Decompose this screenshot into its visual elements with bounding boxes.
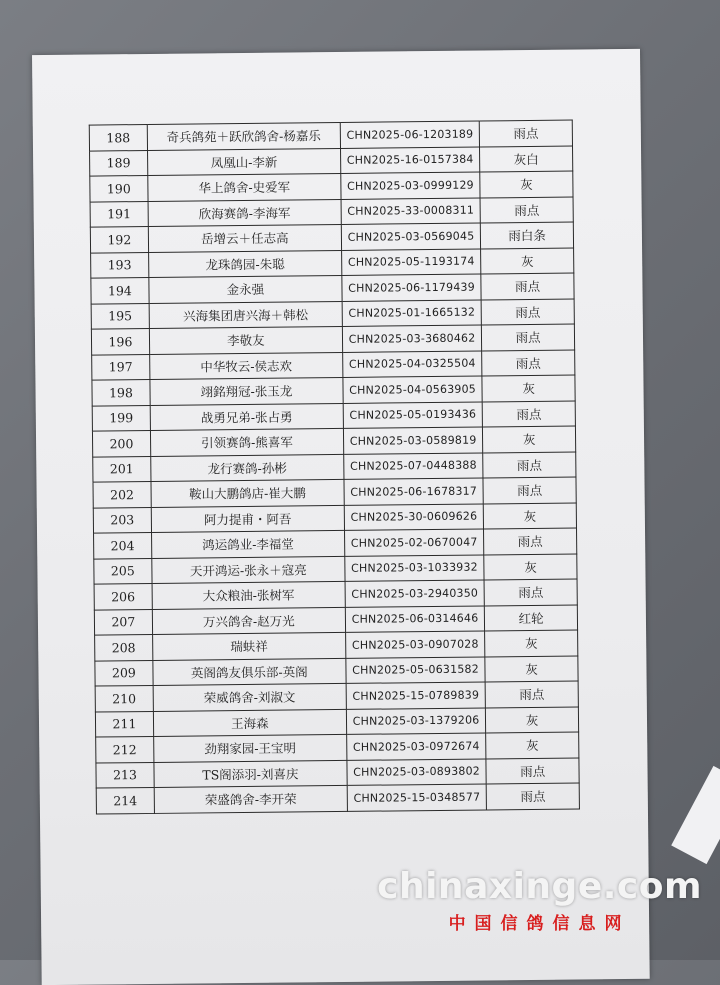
- row-number: 214: [96, 787, 154, 813]
- row-number: 207: [94, 609, 152, 635]
- feather-color: 雨点: [481, 299, 574, 325]
- ring-number: CHN2025-06-0314646: [345, 605, 485, 632]
- feather-color: 灰: [480, 171, 573, 197]
- feather-color: 雨白条: [481, 222, 574, 248]
- feather-color: 灰: [486, 706, 579, 732]
- ring-number: CHN2025-05-0193436: [343, 401, 483, 428]
- ring-number: CHN2025-03-0907028: [346, 631, 486, 658]
- loft-name: 引领赛鸽-熊喜军: [150, 428, 343, 456]
- ring-number: CHN2025-30-0609626: [344, 503, 484, 530]
- feather-color: 灰: [485, 656, 578, 682]
- loft-name: 天开鸿运-张永＋寇亮: [152, 556, 345, 584]
- loft-name: 瑞蚨祥: [152, 632, 345, 660]
- ring-number: CHN2025-04-0325504: [343, 350, 483, 377]
- loft-name: 阿力提甫・阿吾: [151, 505, 344, 533]
- ring-number: CHN2025-33-0008311: [341, 197, 481, 224]
- row-number: 195: [91, 303, 149, 329]
- feather-color: 雨点: [485, 681, 578, 707]
- row-number: 213: [96, 762, 154, 788]
- ring-number: CHN2025-03-0893802: [347, 758, 487, 785]
- loft-name: 荣盛鸽舍-李开荣: [154, 785, 347, 813]
- ring-number: CHN2025-03-3680462: [342, 325, 482, 352]
- ring-number: CHN2025-03-0569045: [341, 223, 481, 250]
- loft-name: 龙珠鸽园-朱聪: [148, 250, 341, 278]
- feather-color: 雨点: [486, 783, 579, 809]
- feather-color: 雨点: [480, 197, 573, 223]
- loft-name: 中华牧云-侯志欢: [149, 352, 342, 380]
- ring-number: CHN2025-03-0972674: [347, 733, 487, 760]
- row-number: 189: [90, 150, 148, 176]
- row-number: 212: [96, 736, 154, 762]
- feather-color: 灰: [483, 503, 576, 529]
- row-number: 192: [90, 226, 148, 252]
- loft-name: 英阁鸽友俱乐部-英阁: [153, 658, 346, 686]
- background-paper-scrap: [671, 766, 720, 864]
- row-number: 201: [93, 456, 151, 482]
- loft-name: 翊銘翔冠-张玉龙: [150, 377, 343, 405]
- results-table-body: [89, 120, 579, 814]
- ring-number: CHN2025-03-0589819: [343, 427, 483, 454]
- loft-name: 华上鸽舍-史爱军: [148, 173, 341, 201]
- table-row: [96, 783, 579, 814]
- feather-color: 灰: [482, 375, 575, 401]
- loft-name: 欣海赛鸽-李海军: [148, 199, 341, 227]
- loft-name: 王海森: [153, 709, 346, 737]
- row-number: 193: [91, 252, 149, 278]
- feather-color: 雨点: [484, 579, 577, 605]
- row-number: 200: [92, 430, 150, 456]
- loft-name: 龙行赛鸽-孙彬: [151, 454, 344, 482]
- results-table: [89, 120, 580, 815]
- loft-name: 凤凰山-李新: [147, 148, 340, 176]
- watermark-site: chinaxinge.com: [377, 866, 702, 907]
- row-number: 206: [94, 583, 152, 609]
- row-number: 204: [94, 532, 152, 558]
- watermark: [377, 866, 702, 934]
- ring-number: CHN2025-15-0789839: [346, 682, 486, 709]
- feather-color: 红轮: [485, 605, 578, 631]
- ring-number: CHN2025-03-2940350: [345, 580, 485, 607]
- loft-name: 岳增云＋任志高: [148, 224, 341, 252]
- paper-sheet: [32, 49, 650, 985]
- row-number: 191: [90, 201, 148, 227]
- ring-number: CHN2025-06-1179439: [342, 274, 482, 301]
- row-number: 197: [92, 354, 150, 380]
- feather-color: 灰: [481, 248, 574, 274]
- feather-color: 雨点: [482, 324, 575, 350]
- loft-name: 鞍山大鹏鸽店-崔大鹏: [151, 479, 344, 507]
- feather-color: 雨点: [483, 452, 576, 478]
- ring-number: CHN2025-02-0670047: [344, 529, 484, 556]
- ring-number: CHN2025-05-0631582: [346, 656, 486, 683]
- feather-color: 灰白: [480, 146, 573, 172]
- feather-color: 雨点: [486, 757, 579, 783]
- loft-name: 大众粮油-张树军: [152, 581, 345, 609]
- ring-number: CHN2025-03-1379206: [346, 707, 486, 734]
- loft-name: 鸿运鸽业-李福堂: [151, 530, 344, 558]
- ring-number: CHN2025-07-0448388: [344, 452, 484, 479]
- watermark-site-name: 中国信鸽信息网: [448, 914, 631, 934]
- loft-name: 奇兵鸽苑＋跃欣鸽舍-杨嘉乐: [147, 122, 340, 150]
- loft-name: 兴海集团唐兴海＋韩松: [149, 301, 342, 329]
- feather-color: 雨点: [484, 528, 577, 554]
- loft-name: 李敬友: [149, 326, 342, 354]
- feather-color: 雨点: [482, 401, 575, 427]
- row-number: 203: [93, 507, 151, 533]
- feather-color: 雨点: [481, 273, 574, 299]
- row-number: 211: [95, 711, 153, 737]
- ring-number: CHN2025-04-0563905: [343, 376, 483, 403]
- row-number: 188: [89, 124, 147, 150]
- ring-number: CHN2025-16-0157384: [340, 147, 480, 174]
- row-number: 190: [90, 175, 148, 201]
- feather-color: 灰: [485, 630, 578, 656]
- ring-number: CHN2025-01-1665132: [342, 299, 482, 326]
- feather-color: 灰: [483, 426, 576, 452]
- ring-number: CHN2025-06-1678317: [344, 478, 484, 505]
- loft-name: TS阁添羽-刘喜庆: [154, 760, 347, 788]
- loft-name: 荣威鸽舍-刘淑文: [153, 683, 346, 711]
- feather-color: 灰: [484, 554, 577, 580]
- feather-color: 雨点: [482, 350, 575, 376]
- row-number: 198: [92, 379, 150, 405]
- feather-color: 灰: [486, 732, 579, 758]
- loft-name: 万兴鸽舍-赵万光: [152, 607, 345, 635]
- row-number: 196: [91, 328, 149, 354]
- ring-number: CHN2025-03-0999129: [341, 172, 481, 199]
- row-number: 210: [95, 685, 153, 711]
- ring-number: CHN2025-15-0348577: [347, 784, 487, 811]
- ring-number: CHN2025-06-1203189: [340, 121, 480, 148]
- row-number: 208: [95, 634, 153, 660]
- row-number: 199: [92, 405, 150, 431]
- feather-color: 雨点: [479, 120, 572, 146]
- row-number: 209: [95, 660, 153, 686]
- row-number: 194: [91, 277, 149, 303]
- loft-name: 劲翔家园-王宝明: [153, 734, 346, 762]
- loft-name: 战勇兄弟-张占勇: [150, 403, 343, 431]
- feather-color: 雨点: [483, 477, 576, 503]
- ring-number: CHN2025-05-1193174: [341, 248, 481, 275]
- loft-name: 金永强: [149, 275, 342, 303]
- ring-number: CHN2025-03-1033932: [345, 554, 485, 581]
- row-number: 202: [93, 481, 151, 507]
- row-number: 205: [94, 558, 152, 584]
